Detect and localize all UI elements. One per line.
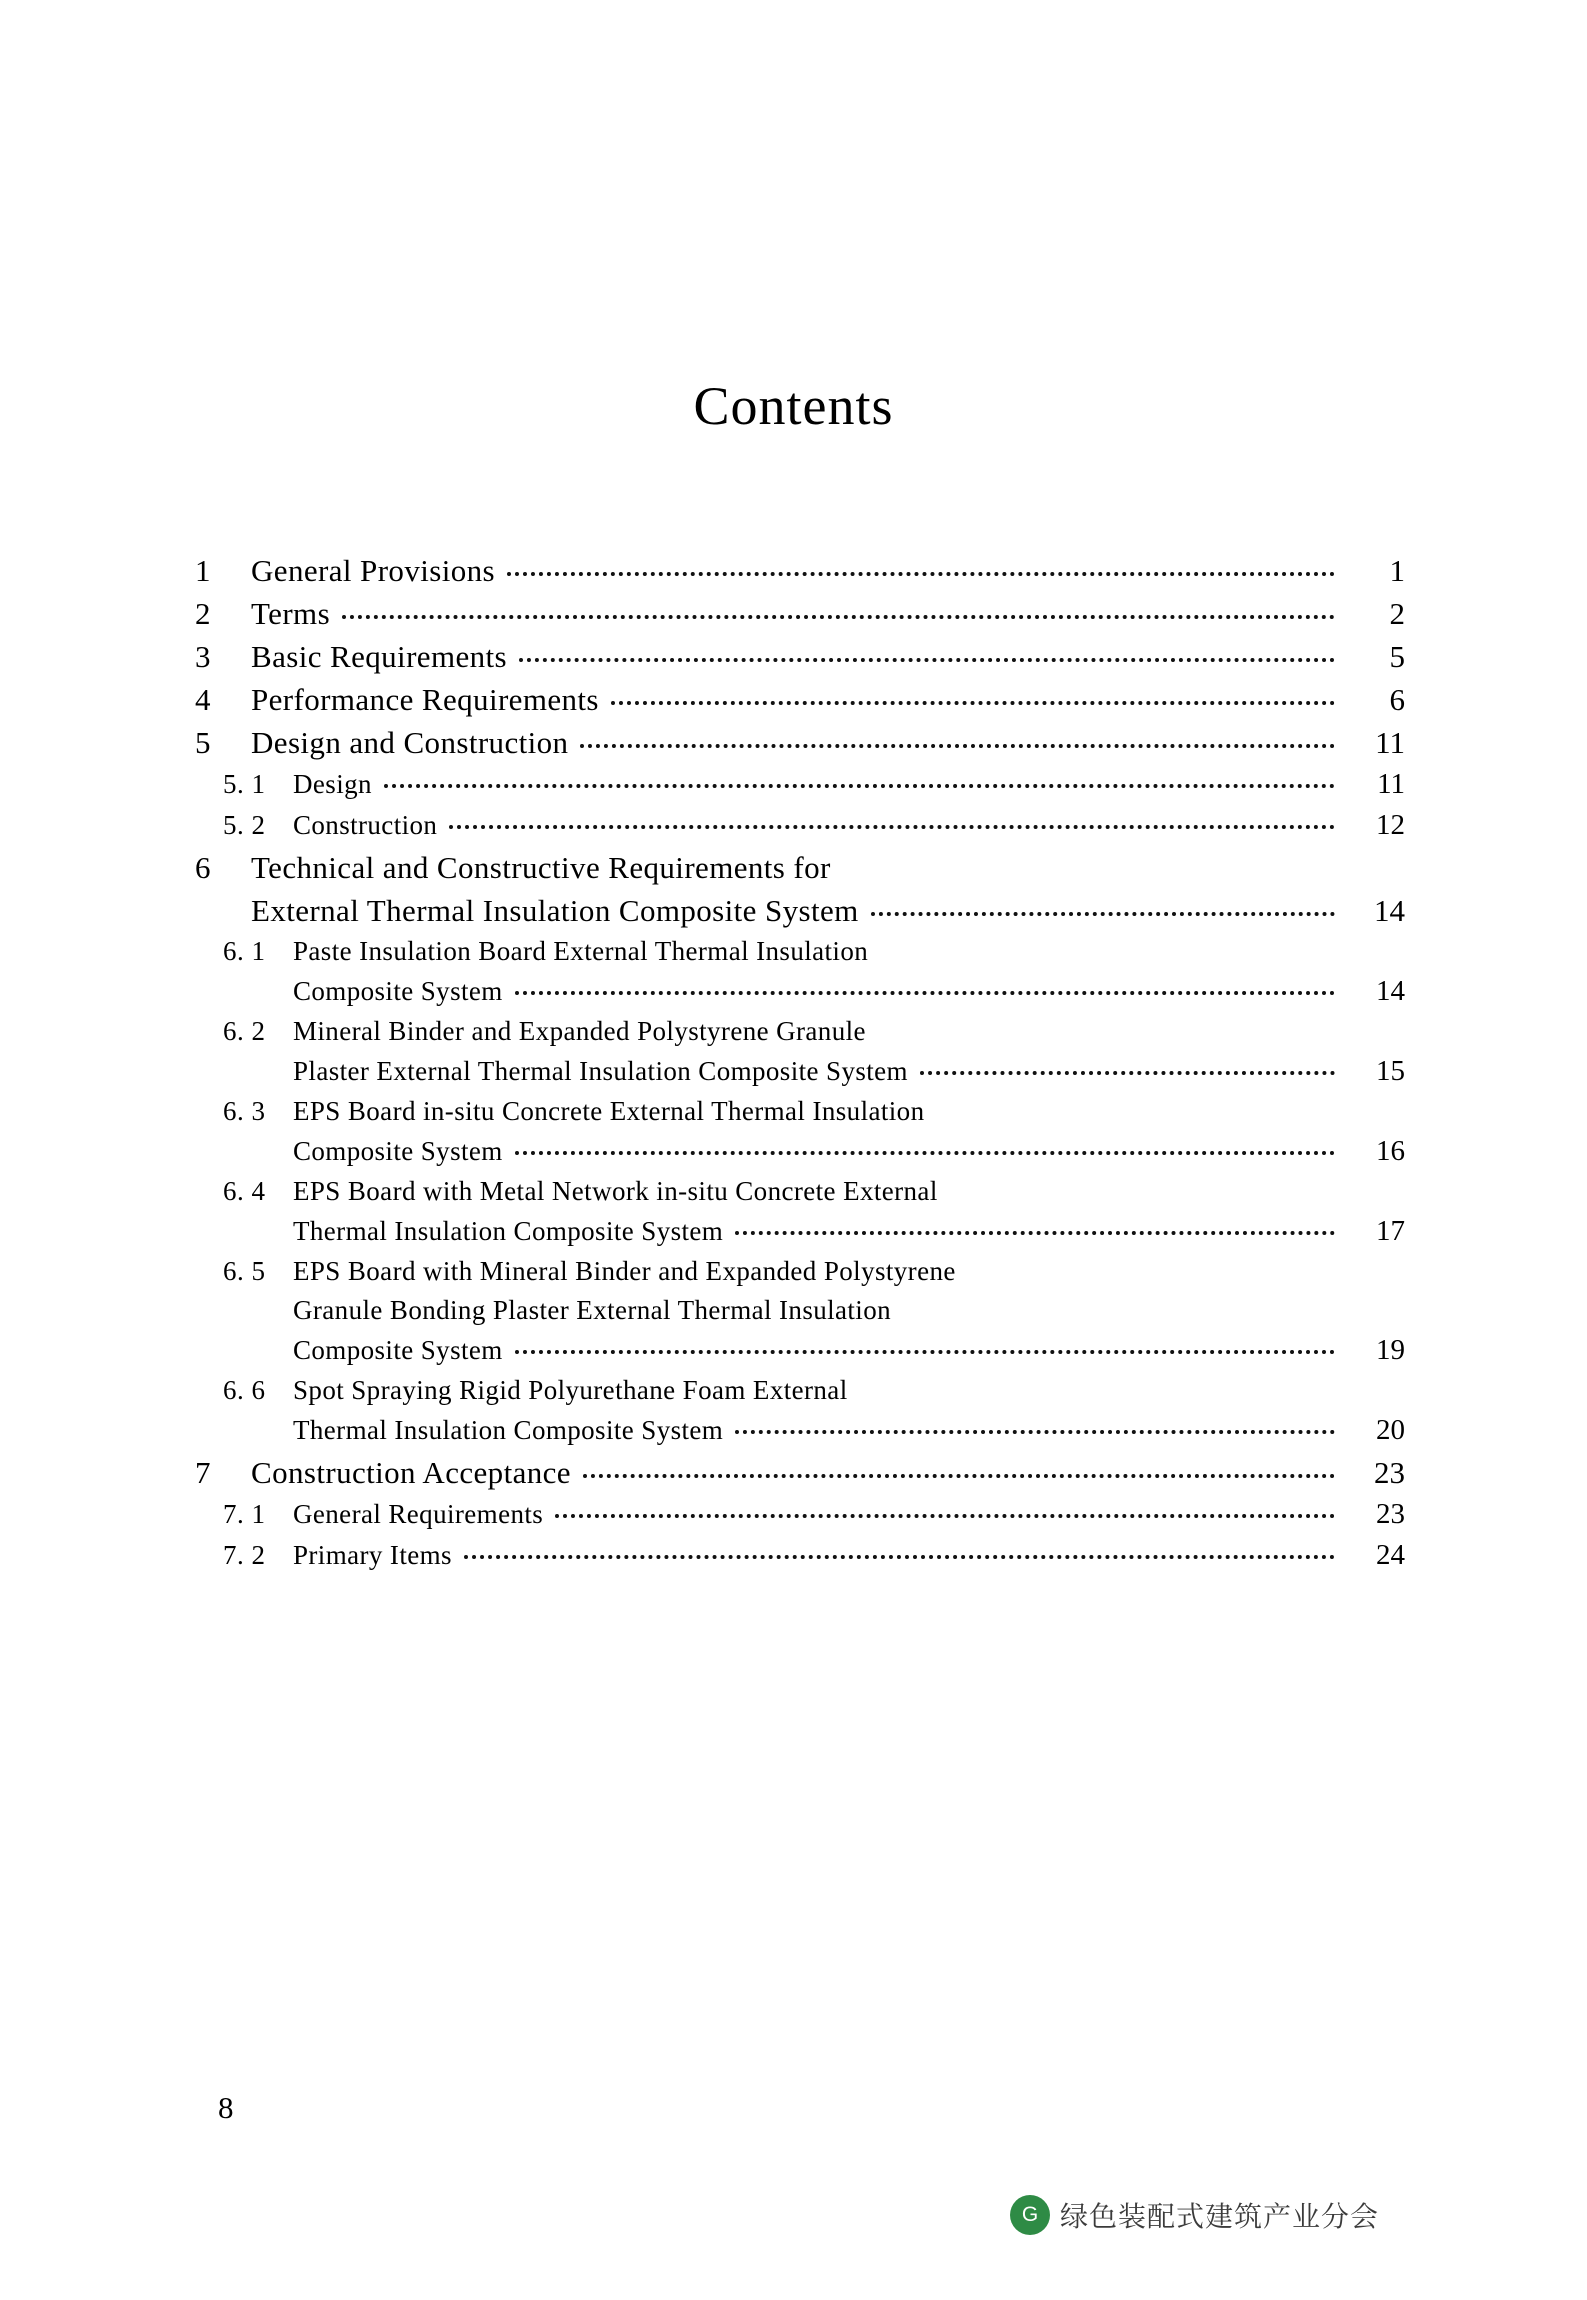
toc-leader-dots bbox=[735, 1224, 1335, 1240]
toc-entry-title-continued: Thermal Insulation Composite System bbox=[293, 1216, 724, 1246]
watermark-stamp bbox=[1010, 2195, 1379, 2235]
toc-entry-line-continued bbox=[195, 1217, 1405, 1246]
toc-entry-line bbox=[195, 852, 1405, 883]
toc-entry-title-continued: Composite System bbox=[293, 976, 503, 1006]
toc-entry-number: 5. 2 bbox=[223, 810, 266, 840]
toc-entry-number: 6. 6 bbox=[223, 1375, 266, 1405]
toc-entry-line-continued bbox=[195, 895, 1405, 926]
toc-entry-line bbox=[195, 727, 1405, 758]
toc-entry-line bbox=[195, 1500, 1405, 1529]
toc-entry-title: Design bbox=[293, 769, 372, 799]
toc-entry-number: 6. 5 bbox=[223, 1256, 266, 1286]
toc-leader-dots bbox=[583, 1467, 1335, 1483]
toc-entry-title: EPS Board with Metal Network in-situ Concrete External bbox=[293, 1176, 938, 1206]
toc-entry-page: 20 bbox=[1376, 1414, 1405, 1446]
toc-entry-title: Construction bbox=[293, 810, 438, 840]
toc-entry-line-continued bbox=[195, 1057, 1405, 1086]
toc-entry-title: EPS Board in-situ Concrete External Thermal Insulation bbox=[293, 1096, 925, 1126]
toc-leader-dots bbox=[519, 651, 1335, 667]
toc-entry[interactable] bbox=[195, 1377, 1405, 1457]
toc-leader-dots bbox=[515, 984, 1335, 1000]
toc-leader-dots bbox=[464, 1548, 1335, 1564]
toc-entry-title: Technical and Constructive Requirements for bbox=[251, 850, 831, 885]
toc-entry-number: 5. 1 bbox=[223, 769, 266, 799]
toc-entry-number: 6. 3 bbox=[223, 1096, 266, 1126]
watermark-badge-icon: G bbox=[1010, 2195, 1050, 2235]
toc-entry-title-continued: Granule Bonding Plaster External Thermal Insulation bbox=[293, 1295, 892, 1325]
toc-entry-number: 4 bbox=[195, 682, 211, 717]
toc-entry-line-continued bbox=[195, 977, 1405, 1006]
toc-entry-line bbox=[195, 811, 1405, 840]
toc-leader-dots bbox=[735, 1423, 1335, 1439]
toc-entry[interactable] bbox=[195, 1178, 1405, 1258]
toc-entry-line bbox=[195, 1098, 1405, 1125]
toc-entry-title-continued: Composite System bbox=[293, 1335, 503, 1365]
toc-leader-dots bbox=[515, 1343, 1335, 1359]
toc-entry[interactable] bbox=[195, 1500, 1405, 1541]
toc-entry-line bbox=[195, 1018, 1405, 1045]
toc-entry-title: Paste Insulation Board External Thermal Insulation bbox=[293, 936, 869, 966]
toc-entry-title: Performance Requirements bbox=[251, 682, 599, 717]
toc-entry-line bbox=[195, 684, 1405, 715]
toc-entry-page: 6 bbox=[1389, 682, 1405, 717]
toc-entry-title: Design and Construction bbox=[251, 725, 569, 760]
toc-entry[interactable] bbox=[195, 1258, 1405, 1377]
toc-leader-dots bbox=[580, 737, 1335, 753]
toc-entry-number: 7. 1 bbox=[223, 1499, 266, 1529]
toc-entry-number: 6 bbox=[195, 850, 211, 885]
toc-entry-line bbox=[195, 1541, 1405, 1570]
toc-entry-page: 12 bbox=[1376, 809, 1405, 841]
toc-entry-line bbox=[195, 1377, 1405, 1404]
toc-entry-title-continued: External Thermal Insulation Composite System bbox=[251, 893, 859, 928]
toc-entry-number: 7 bbox=[195, 1455, 211, 1490]
toc-entry-title: EPS Board with Mineral Binder and Expanded Polystyrene bbox=[293, 1256, 956, 1286]
toc-entry[interactable] bbox=[195, 938, 1405, 1018]
toc-entry-title-continued: Thermal Insulation Composite System bbox=[293, 1415, 724, 1445]
toc-entry-page: 5 bbox=[1389, 639, 1405, 674]
toc-entry-title: Construction Acceptance bbox=[251, 1455, 571, 1490]
page-number-folio: 8 bbox=[218, 2090, 234, 2125]
toc-leader-dots bbox=[507, 565, 1335, 581]
toc-leader-dots bbox=[555, 1507, 1335, 1523]
toc-entry-page: 19 bbox=[1376, 1334, 1405, 1366]
toc-entry-page: 1 bbox=[1389, 553, 1405, 588]
toc-leader-dots bbox=[920, 1064, 1335, 1080]
toc-entry-title-continued: Plaster External Thermal Insulation Composite System bbox=[293, 1056, 908, 1086]
toc-entry-line bbox=[195, 770, 1405, 799]
toc-entry[interactable] bbox=[195, 684, 1405, 727]
toc-entry-page: 24 bbox=[1376, 1539, 1405, 1571]
toc-entry-page: 17 bbox=[1376, 1215, 1405, 1247]
toc-entry-title: Terms bbox=[251, 596, 331, 631]
toc-entry[interactable] bbox=[195, 555, 1405, 598]
toc-entry-page: 14 bbox=[1376, 975, 1405, 1007]
toc-entry-page: 2 bbox=[1389, 596, 1405, 631]
toc-entry-title: General Requirements bbox=[293, 1499, 544, 1529]
toc-entry[interactable] bbox=[195, 770, 1405, 811]
toc-entry[interactable] bbox=[195, 1098, 1405, 1178]
toc-entry-line bbox=[195, 1178, 1405, 1205]
toc-entry-line bbox=[195, 598, 1405, 629]
toc-entry[interactable] bbox=[195, 1457, 1405, 1500]
toc-leader-dots bbox=[449, 818, 1335, 834]
toc-entry-number: 7. 2 bbox=[223, 1540, 266, 1570]
toc-entry-number: 6. 4 bbox=[223, 1176, 266, 1206]
toc-row-gap bbox=[195, 1570, 1405, 1582]
toc-entry-number: 3 bbox=[195, 639, 211, 674]
toc-entry-line bbox=[195, 1258, 1405, 1285]
toc-entry-page: 23 bbox=[1376, 1498, 1405, 1530]
toc-entry-line bbox=[195, 641, 1405, 672]
toc-entry-title: Spot Spraying Rigid Polyurethane Foam External bbox=[293, 1375, 848, 1405]
toc-leader-dots bbox=[611, 694, 1335, 710]
toc-entry-number: 1 bbox=[195, 553, 211, 588]
toc-leader-dots bbox=[871, 905, 1335, 921]
toc-entry[interactable] bbox=[195, 811, 1405, 852]
toc-entry-title: General Provisions bbox=[251, 553, 495, 588]
toc-entry[interactable] bbox=[195, 641, 1405, 684]
toc-entry-line-continued bbox=[195, 1336, 1405, 1365]
toc-entry-line bbox=[195, 555, 1405, 586]
watermark-label: 绿色装配式建筑产业分会 bbox=[1060, 2201, 1380, 2232]
toc-entry-title: Primary Items bbox=[293, 1540, 452, 1570]
toc-entry[interactable] bbox=[195, 1541, 1405, 1582]
toc-leader-dots bbox=[384, 777, 1335, 793]
toc-entry-number: 5 bbox=[195, 725, 211, 760]
toc-entry[interactable] bbox=[195, 1018, 1405, 1098]
toc-entry-line-continued bbox=[195, 1416, 1405, 1445]
toc-entry[interactable] bbox=[195, 852, 1405, 938]
toc-entry-number: 6. 1 bbox=[223, 936, 266, 966]
toc-leader-dots bbox=[515, 1144, 1335, 1160]
toc-entry-page: 11 bbox=[1375, 725, 1405, 760]
toc-entry-page: 15 bbox=[1376, 1055, 1405, 1087]
toc-entry-title: Basic Requirements bbox=[251, 639, 508, 674]
toc-entry-page: 23 bbox=[1374, 1455, 1405, 1490]
toc-entry-title: Mineral Binder and Expanded Polystyrene Granule bbox=[293, 1016, 866, 1046]
toc-leader-dots bbox=[342, 608, 1335, 624]
toc-entry[interactable] bbox=[195, 727, 1405, 770]
toc-entry-page: 11 bbox=[1377, 768, 1405, 800]
toc-entry-number: 2 bbox=[195, 596, 211, 631]
page-title: Contents bbox=[693, 376, 894, 436]
toc-entry-page: 16 bbox=[1376, 1135, 1405, 1167]
toc-entry-number: 6. 2 bbox=[223, 1016, 266, 1046]
toc-entry-line-continued bbox=[195, 1137, 1405, 1166]
table-of-contents bbox=[195, 555, 1405, 1582]
toc-entry[interactable] bbox=[195, 598, 1405, 641]
toc-entry-line bbox=[195, 1457, 1405, 1488]
toc-entry-page: 14 bbox=[1374, 893, 1405, 928]
toc-entry-line bbox=[195, 938, 1405, 965]
toc-entry-line-continued bbox=[195, 1297, 1405, 1324]
toc-entry-title-continued: Composite System bbox=[293, 1136, 503, 1166]
